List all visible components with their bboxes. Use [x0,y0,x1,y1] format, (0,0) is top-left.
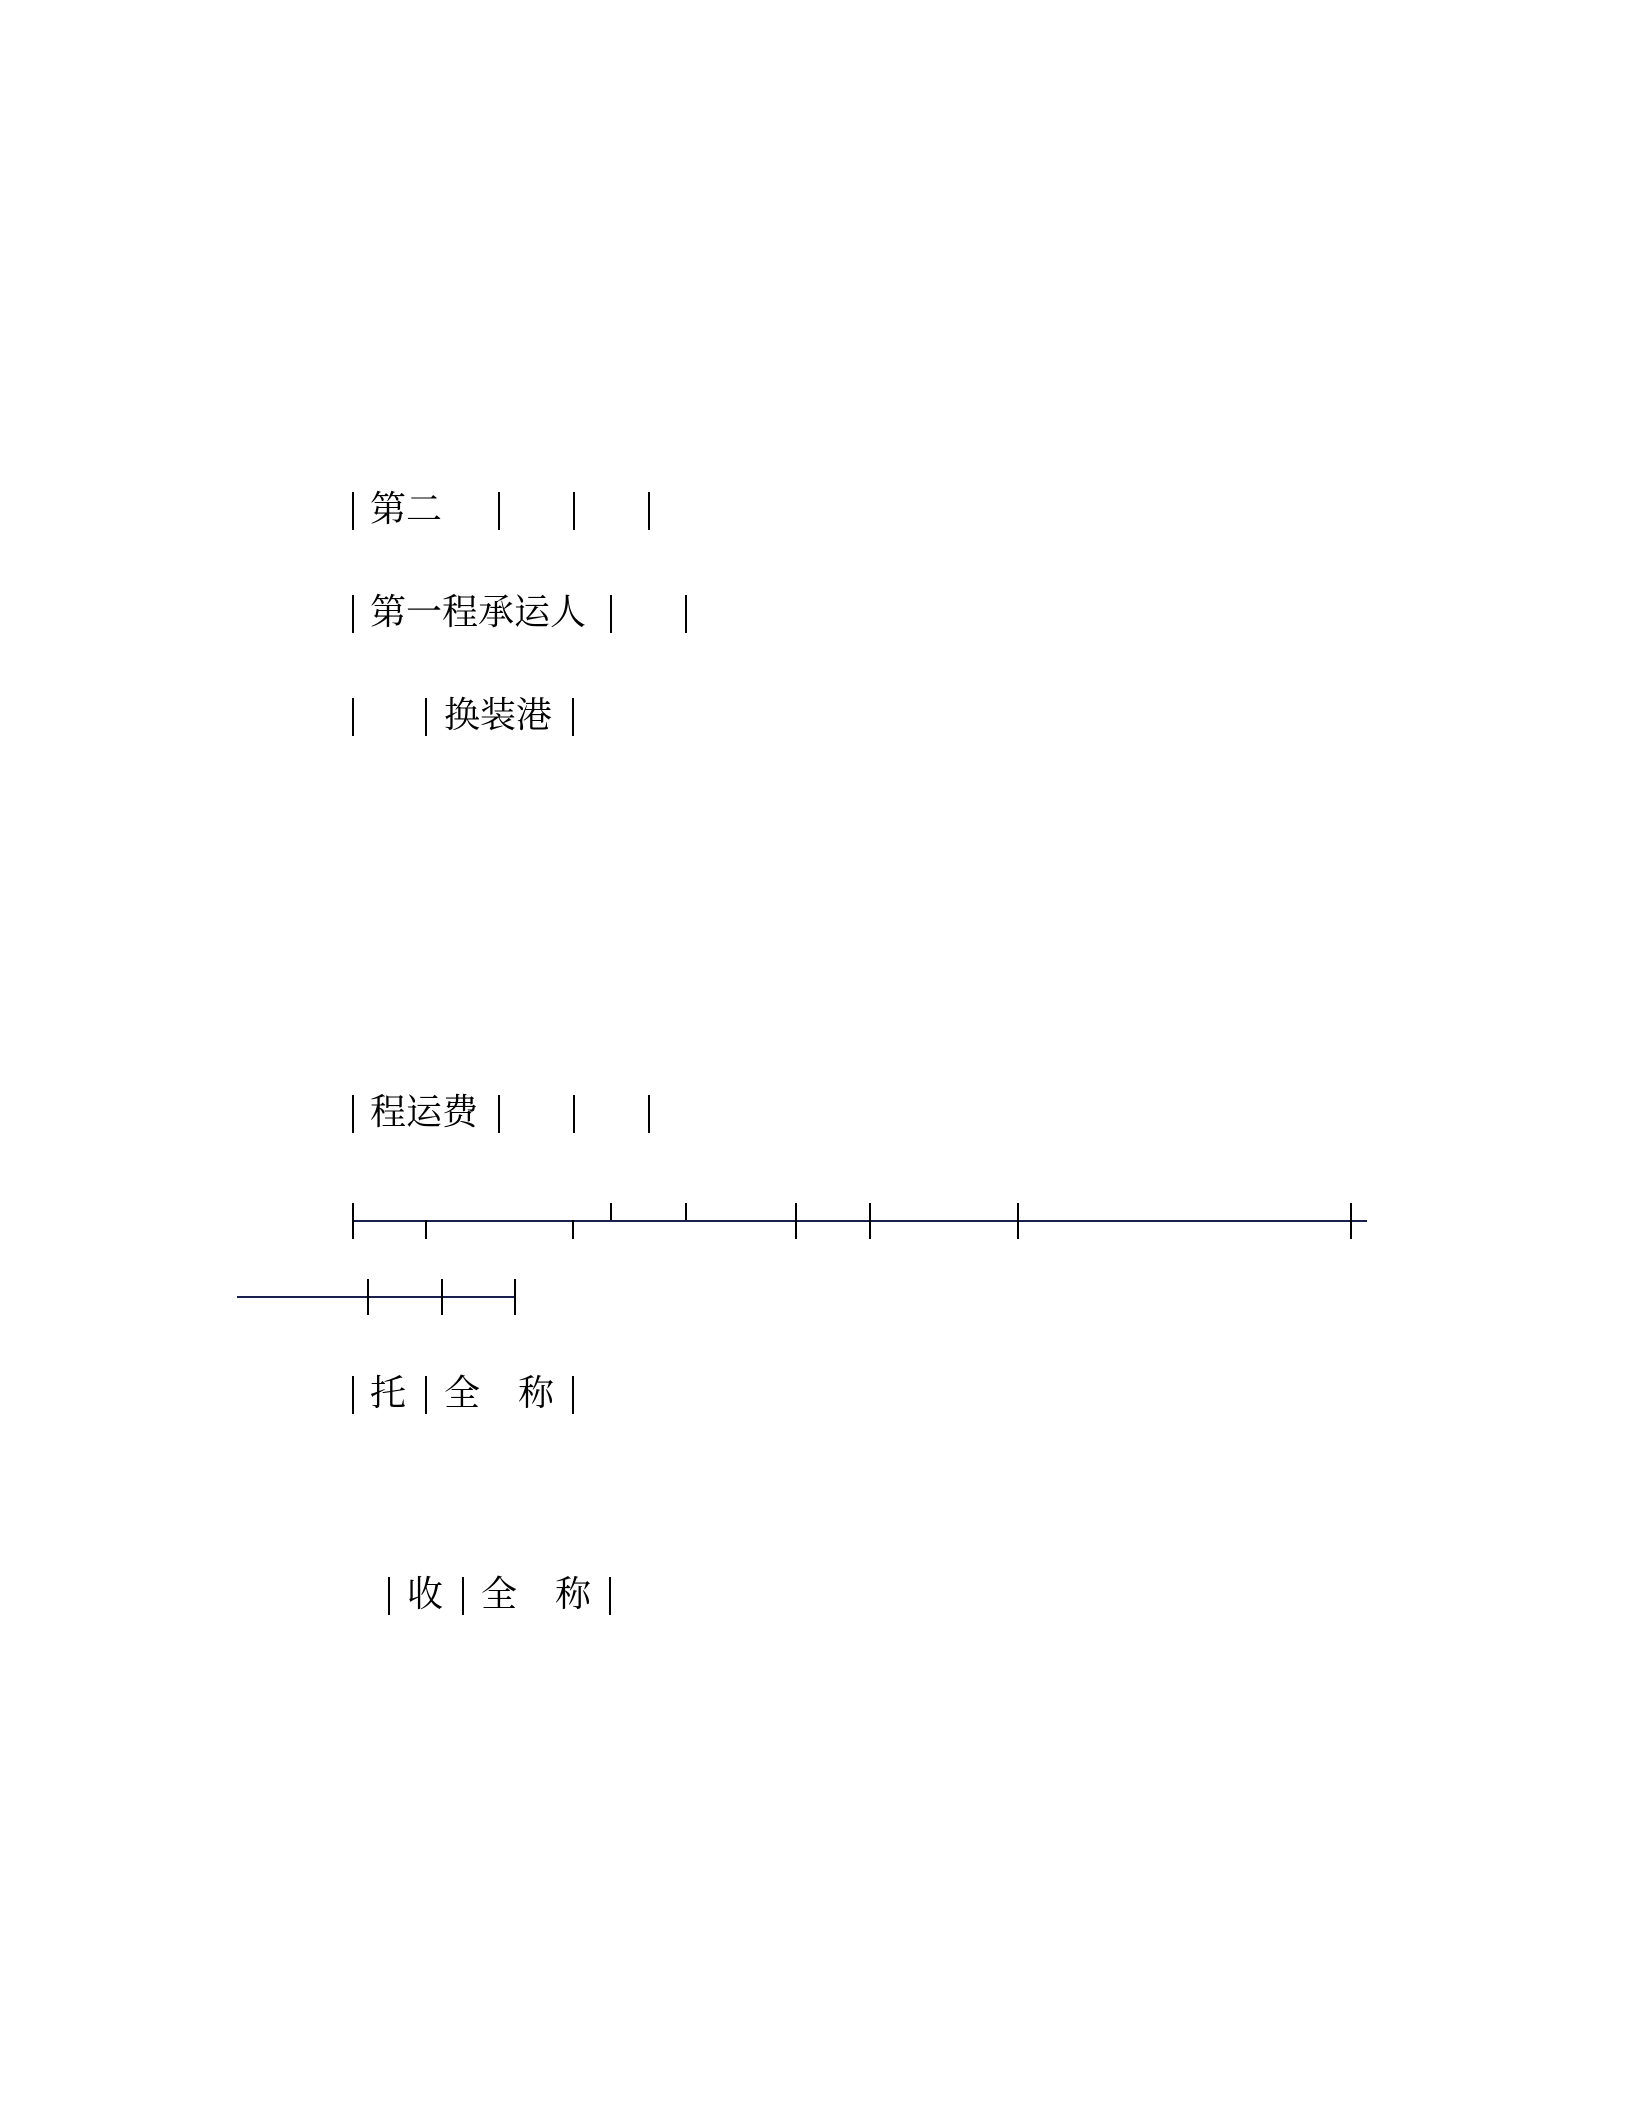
rule-tick [685,1203,687,1220]
cell-border [352,492,354,530]
rule-tick [367,1279,369,1315]
cell-border [648,1095,650,1133]
cell-border [572,1376,574,1414]
form-label-full: 全 [444,1373,481,1414]
cell-border [388,1577,390,1615]
rule-tick [514,1279,516,1315]
form-label-full: 全 [481,1574,518,1615]
cell-border [573,492,575,530]
form-label-consignee: 收 [407,1574,444,1615]
form-label-first-carrier: 第一程承运人 [370,592,587,633]
rule-tick [869,1203,871,1239]
cell-border [610,595,612,633]
cell-border [498,492,500,530]
rule-tick [795,1203,797,1239]
cell-border [352,1376,354,1414]
cell-border [425,698,427,736]
rule-tick [610,1203,612,1220]
cell-border [648,492,650,530]
rule-tick [572,1220,574,1239]
cell-border [573,1095,575,1133]
form-label-consignor: 托 [370,1373,407,1414]
rule-tick [441,1279,443,1315]
rule-tick [352,1203,354,1239]
rule-tick [425,1220,427,1239]
cell-border [425,1376,427,1414]
form-label-second: 第二 [370,489,443,530]
cell-border [498,1095,500,1133]
cell-border [352,595,354,633]
form-label-name: 称 [555,1574,592,1615]
table-rule [237,1296,516,1298]
cell-border [352,1095,354,1133]
cell-border [572,698,574,736]
cell-border [352,698,354,736]
cell-border [685,595,687,633]
rule-tick [1017,1203,1019,1239]
cell-border [462,1577,464,1615]
cell-border [609,1577,611,1615]
rule-tick [1350,1203,1352,1239]
form-label-transshipment-port: 换装港 [444,695,553,736]
table-rule [352,1220,1367,1222]
form-label-freight: 程运费 [370,1092,479,1133]
form-label-name: 称 [518,1373,555,1414]
